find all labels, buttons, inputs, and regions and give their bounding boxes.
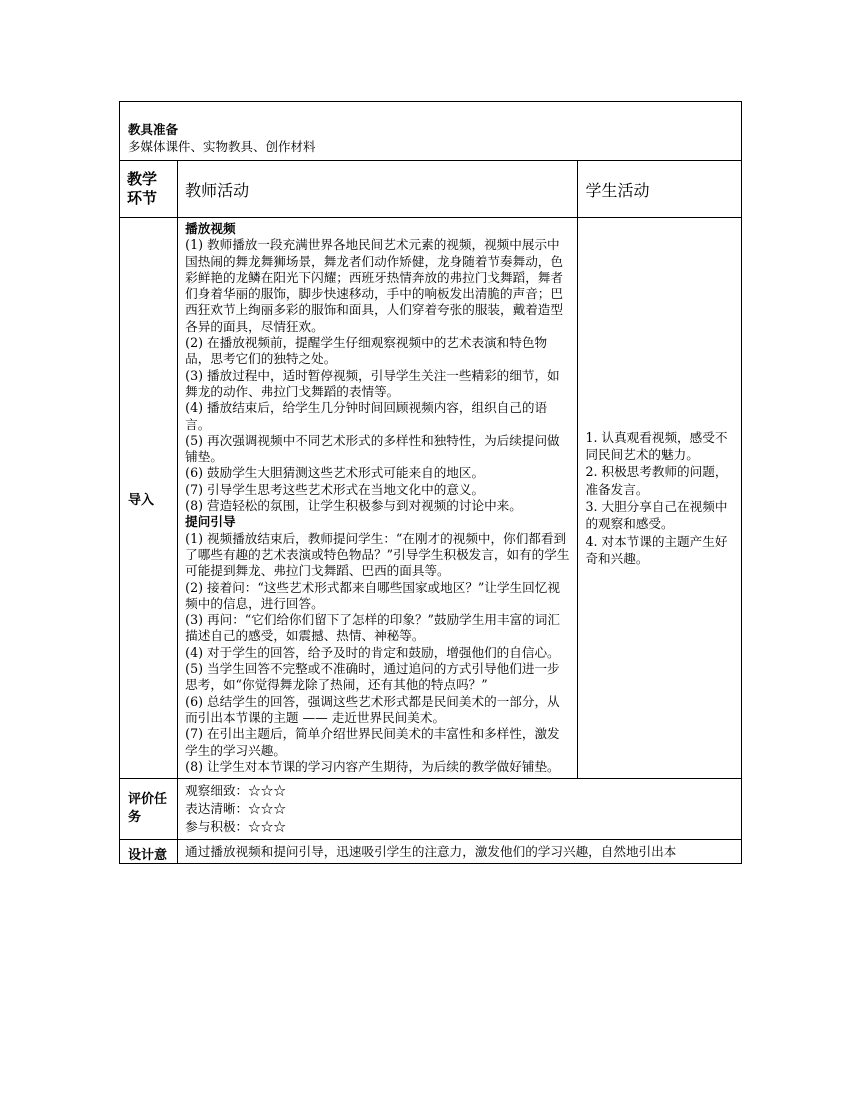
list-item: (6) 总结学生的回答，强调这些艺术形式都是民间美术的一部分，从而引出本节课的主题 —— 走近世界民间美术。 [185,693,560,725]
list-item: (8) 让学生对本节课的学习内容产生期待，为后续的教学做好铺垫。 [185,758,560,774]
list-item: (3) 再问：“它们给你们留下了怎样的印象？”鼓励学生用丰富的词汇描述自己的感受，如震撼、热情、神秘等。 [185,612,560,644]
list-item: (3) 播放过程中，适时暂停视频，引导学生关注一些精彩的细节，如舞龙的动作、弗拉门戈舞蹈的表情等。 [185,367,560,399]
list-item: (7) 引导学生思考这些艺术形式在当地文化中的意义。 [185,481,485,497]
design-label: 设计意 [128,848,168,864]
section-title: 播放视频 [185,221,236,236]
list-item: (2) 在播放视频前，提醒学生仔细观察视频中的艺术表演和特色物品，思考它们的独特之处。 [185,335,548,367]
student-header-cell [578,161,742,218]
teacher-header: 教师活动 [185,180,250,200]
list-item: (1) 视频播放结束后，教师提问学生：“在刚才的视频中，你们都看到了哪些有趣的艺术表演或特色物品？”引导学生积极发言，如有的学生可能提到舞龙、弗拉门戈舞蹈、巴西的面具等。 [185,530,570,579]
list-item: (7) 在引出主题后，简单介绍世界民间美术的丰富性和多样性，激发学生的学习兴趣。 [185,726,560,758]
student-header: 学生活动 [585,180,650,200]
evaluation-item: 观察细致：☆☆☆ [185,783,286,799]
design-row [120,840,742,864]
stage-header-line1: 教学 [127,170,158,188]
intro-row [120,218,742,779]
list-item: (4) 对于学生的回答，给予及时的肯定和鼓励，增强他们的自信心。 [185,644,560,660]
design-text: 通过播放视频和提问引导，迅速吸引学生的注意力，激发他们的学习兴趣，自然地引出本 [185,844,677,860]
evaluation-label-line1: 评价任 [128,792,168,808]
list-item: (5) 再次强调视频中不同艺术形式的多样性和独特性，为后续提问做铺垫。 [185,432,560,465]
intro-stage-label: 导入 [128,492,155,508]
list-item: (2) 接着问：“这些艺术形式都来自哪些国家或地区？”让学生回忆视频中的信息，进行回答。 [185,579,560,611]
list-item: (6) 鼓励学生大胆猜测这些艺术形式可能来自的地区。 [185,465,485,481]
section-video [185,221,571,514]
evaluation-row [120,779,742,840]
evaluation-label-cell [120,779,178,840]
list-item: (8) 营造轻松的氛围，让学生积极参与到对视频的讨论中来。 [185,498,522,514]
evaluation-label-line2: 务 [128,810,142,826]
evaluation-item: 表达清晰：☆☆☆ [185,801,286,817]
list-item: (1) 教师播放一段充满世界各地民间艺术元素的视频，视频中展示中国热闹的舞龙舞狮场景，舞龙者们动作矫健，龙身随着节奏舞动，色彩鲜艳的龙鳞在阳光下闪耀；西班牙热情奔放的弗拉门戈舞蹈，舞者们身着华丽的服饰，脚步快速移动，手中的响板发出清脆的声音；巴西狂欢节上绚丽多彩的服饰和面具，人们穿着夸张的服装，戴着造型各异的面具，尽情狂欢。 [185,237,563,334]
list-item: (5) 当学生回答不完整或不准确时，通过追问的方式引导他们进一步思考，如“你觉得舞龙除了热闹，还有其他的特点吗？” [185,661,560,693]
header-row [120,161,742,218]
prep-cell [120,102,742,161]
list-item: (4) 播放结束后，给学生几分钟时间回顾视频内容，组织自己的语言。 [185,400,548,432]
student-item: 1. 认真观看视频，感受不同民间艺术的魅力。 [585,429,728,463]
prep-row [120,102,742,161]
student-item: 2. 积极思考教师的问题，准备发言。 [585,464,728,497]
stage-header-cell [120,161,178,218]
lesson-plan-table [119,101,742,864]
section-title: 提问引导 [185,514,236,530]
prep-heading: 教具准备 [128,122,179,137]
student-item: 4. 对本节课的主题产生好奇和兴趣。 [585,533,728,566]
design-label-cell [120,840,178,864]
section-questions [185,514,571,775]
intro-stage-cell [120,218,178,779]
stage-header-line2: 环节 [127,189,158,207]
student-item: 3. 大胆分享自己在视频中的观察和感受。 [585,499,728,532]
intro-teacher-cell [178,218,578,779]
evaluation-cell [178,779,742,840]
prep-text: 多媒体课件、实物教具、创作材料 [128,139,316,154]
intro-student-cell [578,218,742,779]
evaluation-item: 参与积极：☆☆☆ [185,819,286,835]
teacher-header-cell [178,161,578,218]
design-cell [178,840,742,864]
